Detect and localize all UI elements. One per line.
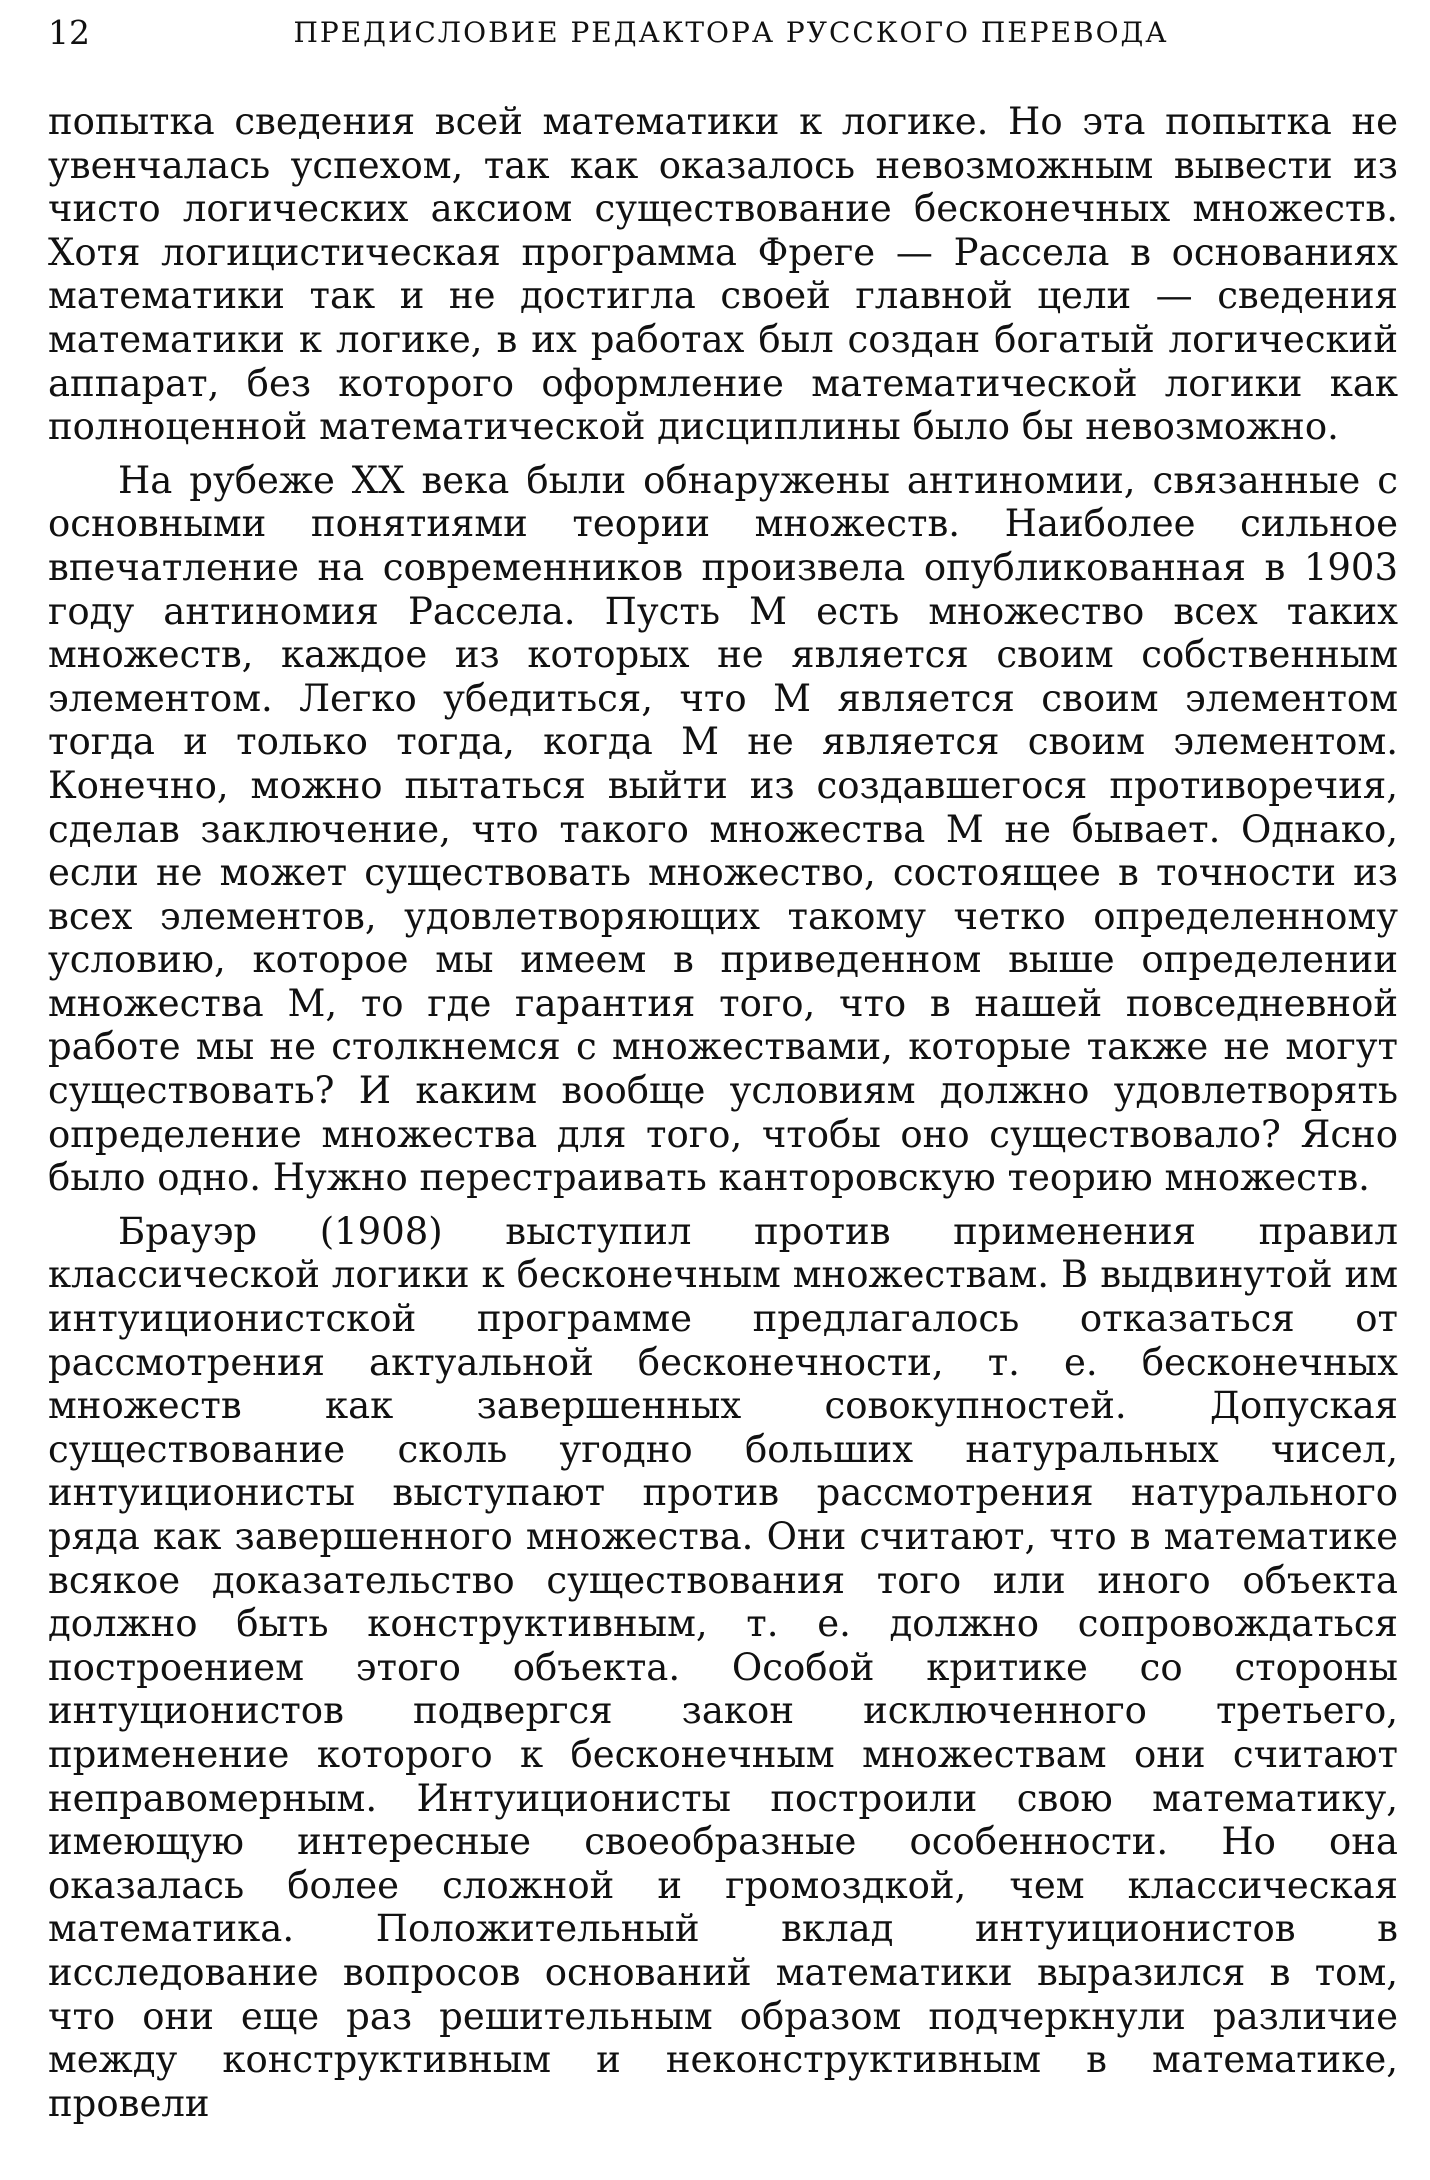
paragraph-2: На рубеже XX века были обнаружены антиномии, связанные с основными понятиями теории множеств. Наиболее сильное впечатление на современников произвела опубликованная в 1903 году антиномия Рассела. Пусть M есть множество всех таких множеств, каждое из которых не является своим собственным элементом. Легко убедиться, что M является своим элементом тогда и только тогда, когда M не является своим элементом. Конечно, можно пытаться выйти из создавшегося противоречия, сделав заключение, что такого множества M не бывает. Однако, если не может существовать множество, состоящее в точности из всех элементов, удовлетворяющих такому четко определенному условию, которое мы имеем в приведенном выше определении множества M, то где гарантия того, что в нашей повседневной работе мы не столкнемся с множествами, которые также не могут существовать? И каким вообще условиям должно удовлетворять определение множества для того, чтобы оно существовало? Ясно было одно. Нужно перестраивать канторовскую теорию множеств. <box>48 458 1398 1200</box>
running-title: ПРЕДИСЛОВИЕ РЕДАКТОРА РУССКОГО ПЕРЕВОДА <box>293 15 1169 49</box>
paragraph-3: Брауэр (1908) выступил против применения правил классической логики к бесконечным множествам. В выдвинутой им интуиционистской программе предлагалось отказаться от рассмотрения актуальной бесконечности, т. е. бесконечных множеств как завершенных совокупностей. Допуская существование сколь угодно больших натуральных чисел, интуиционисты выступают против рассмотрения натурального ряда как завершенного множества. Они считают, что в математике всякое доказательство существования того или иного объекта должно быть конструктивным, т. е. должно сопровождаться построением этого объекта. Особой критике со стороны интуционистов подвергся закон исключенного третьего, применение которого к бесконечным множествам они считают неправомерным. Интуиционисты построили свою математику, имеющую интересные своеобразные особенности. Но она оказалась более сложной и громоздкой, чем классическая математика. Положительный вклад интуиционистов в исследование вопросов оснований математики выразился в том, что они еще раз решительным образом подчеркнули различие между конструктивным и неконструктивным в математике, провели <box>48 1209 1398 2125</box>
body-text <box>48 100 1398 2125</box>
paragraph-1: попытка сведения всей математики к логике. Но эта попытка не увенчалась успехом, так как оказалось невозможным вывести из чисто логических аксиом существование бесконечных множеств. Хотя логицистическая программа Фреге — Рассела в основаниях математики так и не достигла своей главной цели — сведения математики к логике, в их работах был создан богатый логический аппарат, без которого оформление математической логики как полноценной математической дисциплины было бы невозможно. <box>48 100 1398 449</box>
page-header <box>48 10 1394 54</box>
page-number: 12 <box>48 12 90 52</box>
